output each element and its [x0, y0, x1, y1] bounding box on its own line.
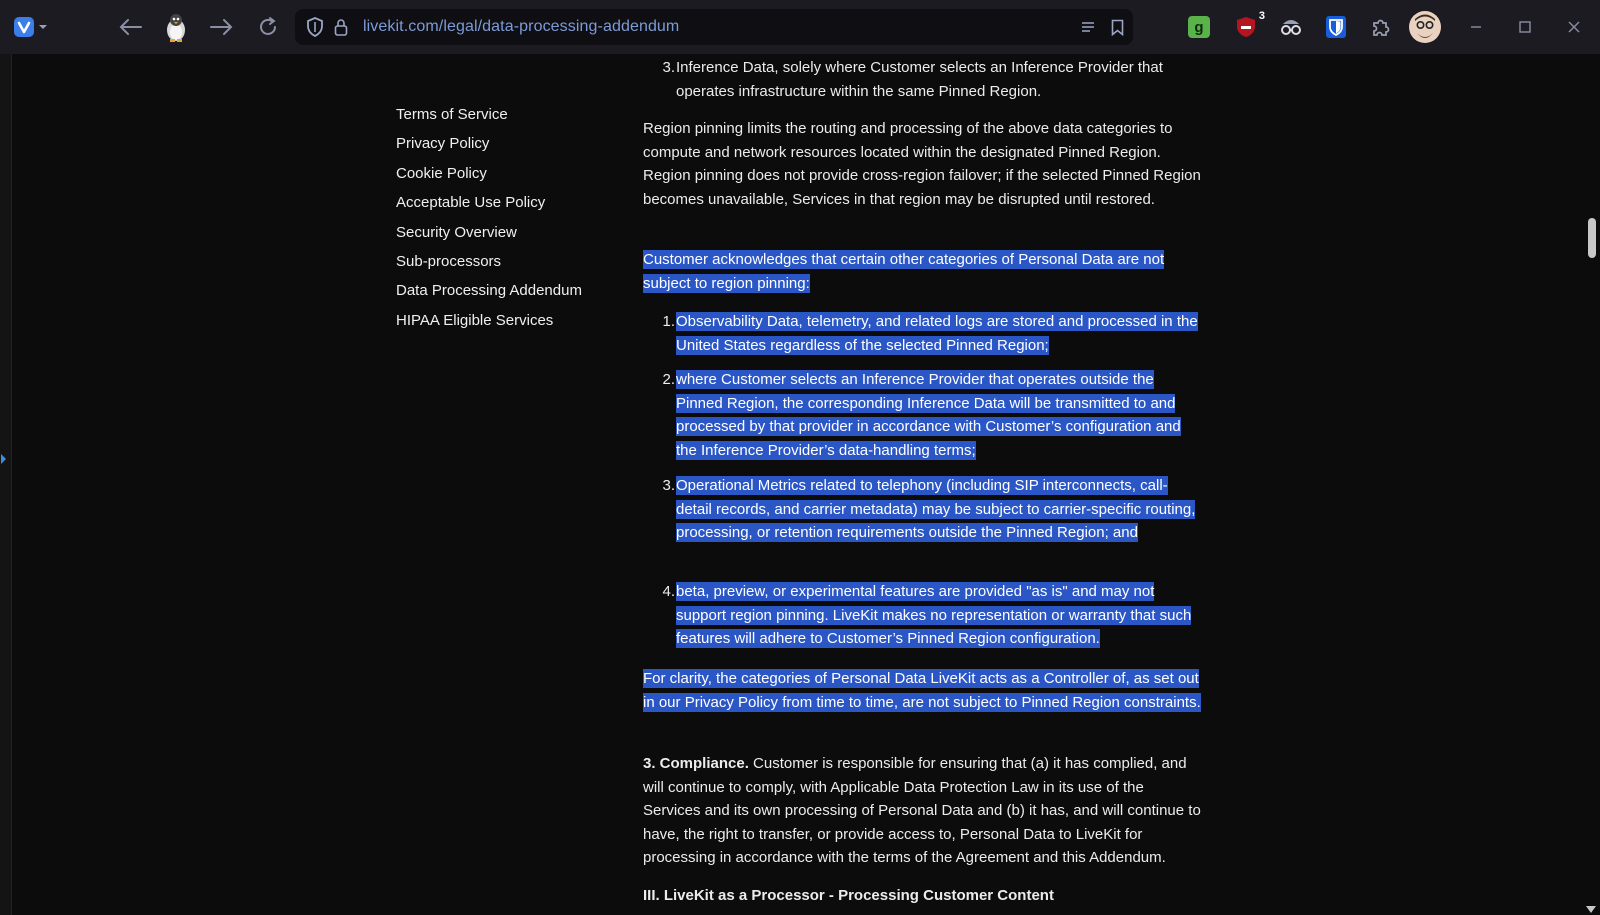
list-text [676, 368, 1198, 462]
lock-icon[interactable] [333, 17, 349, 37]
section-heading: III. LiveKit as a Processor - Processing Customer Content [643, 887, 1054, 904]
extensions-icon[interactable] [1369, 15, 1393, 39]
sidebar-item-dpa[interactable]: Data Processing Addendum [396, 282, 582, 300]
highlighted-text: Observability Data, telemetry, and related logs are stored and processed in the United States regardless of the selected Pinned Region; [676, 313, 1198, 354]
highlighted-text: Customer acknowledges that certain other categories of Personal Data are not subject to region pinning: [643, 251, 1165, 292]
panel-expand-arrow-icon[interactable] [1, 454, 6, 464]
compliance-paragraph [643, 752, 1203, 870]
highlighted-text: Operational Metrics related to telephony (including SIP interconnects, call-detail records, and carrier metadata) may be subject to carrier-specific routing, processing, or retention requirements outside the Pinned Region; and [676, 477, 1196, 542]
list-text [676, 474, 1198, 545]
forward-icon[interactable] [208, 14, 236, 40]
ublock-icon[interactable] [1235, 10, 1265, 38]
sidebar-item-privacy[interactable]: Privacy Policy [396, 135, 490, 153]
sidebar-item-security[interactable]: Security Overview [396, 223, 517, 241]
sidebar-item-cookie[interactable]: Cookie Policy [396, 164, 487, 182]
list-text [676, 310, 1198, 357]
list-text: Inference Data, solely where Customer selects an Inference Provider that operates infrastructure within the same Pinned Region. [676, 59, 1163, 100]
region-pinning-paragraph: Region pinning limits the routing and processing of the above data categories to compute and network resources located within the designated Pinned Region. Region pinning does not provide cross-region failover; if the selected Pinned Region becomes unavailable, Services in that region may be disrupted until restored. [643, 120, 1201, 208]
maximize-icon[interactable] [1515, 17, 1535, 37]
svg-text:g: g [1194, 19, 1204, 36]
list-number: 3. [662, 59, 675, 76]
vertical-scrollbar[interactable] [1584, 54, 1600, 915]
profile-avatar[interactable] [1409, 11, 1441, 43]
spy-glasses-icon[interactable] [1279, 15, 1303, 39]
reader-view-icon[interactable] [1080, 19, 1096, 35]
acknowledgement-paragraph [643, 248, 1203, 295]
ublock-badge: 3 [1258, 10, 1265, 22]
browser-toolbar [0, 0, 1600, 54]
list-number: 1. [662, 313, 675, 330]
reload-icon[interactable] [254, 14, 282, 40]
vivaldi-menu-icon[interactable] [12, 14, 50, 40]
address-bar[interactable] [295, 9, 1133, 45]
url-text[interactable]: livekit.com/legal/data-processing-addendum [363, 18, 680, 35]
highlighted-text: beta, preview, or experimental features are provided "as is" and may not support region pinning. LiveKit makes no representation or warranty that such features will adhere to Customer’s Pinned Region configuration. [676, 583, 1192, 648]
penguin-extension-icon[interactable] [163, 11, 189, 43]
list-number: 2. [662, 371, 675, 388]
highlighted-text: where Customer selects an Inference Provider that operates outside the Pinned Region, the corresponding Inference Data will be transmitted to and processed by that provider in accordance with Customer’s configuration and the Inference Provider’s data-handling terms; [676, 371, 1181, 459]
list-number: 4. [662, 583, 675, 600]
compliance-heading: 3. Compliance. [643, 755, 749, 772]
back-icon[interactable] [116, 14, 144, 40]
sidebar-item-acceptable-use[interactable]: Acceptable Use Policy [396, 194, 546, 212]
highlighted-text: For clarity, the categories of Personal Data LiveKit acts as a Controller of, as set out in our Privacy Policy from time to time, are not subject to Pinned Region constraints. [643, 670, 1201, 711]
legal-sidebar-nav [396, 105, 582, 340]
sidebar-item-subprocessors[interactable]: Sub-processors [396, 252, 502, 270]
scroll-down-arrow-icon[interactable] [1586, 906, 1596, 913]
clarity-paragraph [643, 667, 1203, 714]
bookmark-icon[interactable] [1109, 17, 1125, 37]
shield-icon[interactable] [305, 17, 325, 37]
list-number: 3. [662, 477, 675, 494]
close-icon[interactable] [1564, 17, 1584, 37]
scrollbar-thumb[interactable] [1588, 218, 1596, 258]
sidebar-item-hipaa[interactable]: HIPAA Eligible Services [396, 311, 554, 329]
compliance-text: Customer is responsible for ensuring that (a) it has complied, and will continue to comply, with Applicable Data Protection Law in its use of the Services and its own processing of Personal Data and (b) it has, and will continue to have, the right to transfer, or provide access to, Personal Data to LiveKit for processing in accordance with the terms of the Agreement and this Addendum. [643, 755, 1201, 867]
page-viewport [0, 54, 1600, 915]
list-text [676, 580, 1198, 651]
bitwarden-icon[interactable] [1325, 16, 1347, 38]
panel-toggle-bar[interactable] [0, 54, 12, 915]
minimize-icon[interactable] [1466, 17, 1486, 37]
sidebar-item-terms[interactable]: Terms of Service [396, 106, 508, 123]
grammarly-icon[interactable] [1188, 16, 1210, 38]
